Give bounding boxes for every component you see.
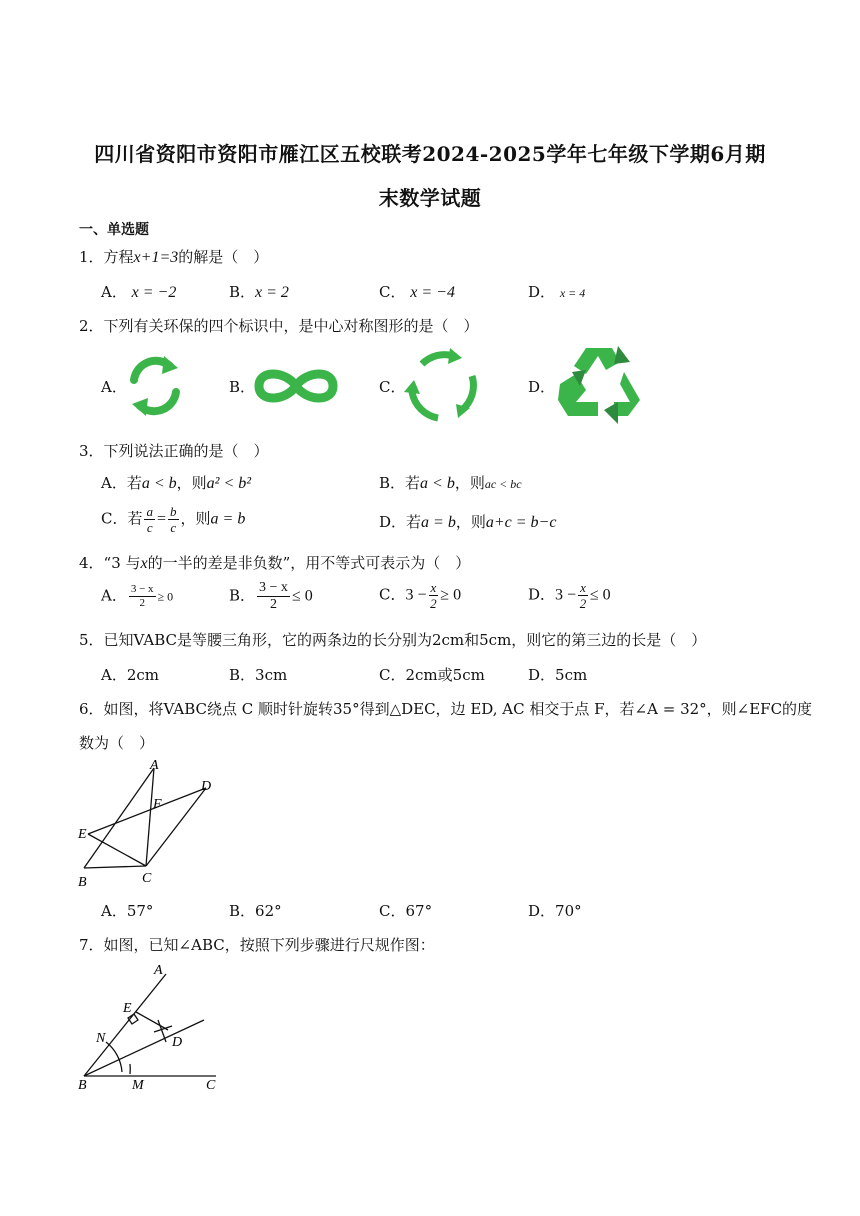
q4-d-num: x — [580, 580, 586, 595]
q3-c-fraction-right — [168, 505, 179, 534]
q3-b-then: ，则 — [454, 474, 485, 492]
q3-d-conclusion: a+c = b−c — [485, 514, 557, 531]
q2-option-c-letter: C． — [379, 378, 406, 396]
q1-option-c-letter: C． — [379, 283, 406, 301]
q7-label-d: D — [172, 1035, 183, 1050]
q6-option-b: B．62° — [229, 902, 282, 920]
q6-option-a: A．57° — [101, 902, 154, 920]
q4-option-d — [528, 581, 611, 610]
q3-option-b — [379, 472, 522, 493]
question-3-stem: 3．下列说法正确的是（ ） — [79, 442, 269, 460]
q4-a-letter: A． — [101, 586, 127, 605]
q3-a-prefix: A．若 — [101, 474, 142, 492]
recycle-triangle-icon — [556, 344, 644, 426]
q4-stem-suffix: 的一半的差是非负数”，用不等式可表示为（ ） — [147, 554, 471, 572]
infinity-loop-icon — [251, 363, 341, 409]
q3-d-condition: a = b — [421, 514, 456, 531]
q3-a-condition: a < b — [141, 475, 177, 492]
q3-c-prefix: C．若 — [101, 509, 143, 528]
q6-rotation-figure — [74, 756, 224, 890]
q3-option-c — [101, 505, 245, 534]
q4-c-den: 2 — [430, 596, 437, 611]
q4-c-letter: C． — [379, 585, 406, 604]
question-6-stem-line1: 6．如图，将VABC绕点 C 顺时针旋转35°得到△DEC，边 ED, AC 相交于点 F，若∠A = 32°，则∠EFC的度 — [79, 700, 813, 718]
q1-option-c-value: x = −4 — [410, 284, 455, 301]
q4-b-den: 2 — [269, 597, 277, 612]
q7-label-m: M — [132, 1078, 144, 1092]
q3-c-conclusion: a = b — [210, 510, 246, 528]
q1-option-d-letter: D． — [528, 283, 556, 301]
q4-option-a — [101, 584, 173, 609]
q4-b-num: 3 − x — [259, 580, 288, 595]
q5-option-c: C．2cm或5cm — [379, 666, 485, 684]
q3-b-condition: a < b — [420, 475, 455, 492]
q1-option-b — [229, 281, 289, 302]
q3-c-den2: c — [170, 520, 177, 535]
q3-a-conclusion: a² < b² — [206, 475, 252, 492]
q4-d-fraction — [578, 581, 588, 610]
question-5-stem: 5．已知VABC是等腰三角形，它的两条边的长分别为2cm和5cm，则它的第三边的长是（ ） — [79, 631, 707, 649]
q3-d-then: ，则 — [455, 513, 486, 531]
q5-option-a: A．2cm — [101, 666, 160, 684]
q7-label-a: A — [154, 963, 163, 978]
q3-c-then: ，则 — [180, 509, 211, 528]
q3-b-conclusion: ac < bc — [484, 477, 522, 491]
q6-label-e: E — [78, 827, 87, 842]
question-7-stem: 7．如图，已知∠ABC，按照下列步骤进行尺规作图： — [79, 936, 435, 954]
q4-b-relation: ≤ 0 — [291, 587, 313, 605]
question-4-stem — [79, 552, 470, 573]
exam-title-line1: 四川省资阳市资阳市雁江区五校联考2024-2025学年七年级下学期6月期 — [94, 142, 766, 166]
q4-b-letter: B． — [229, 586, 256, 605]
q4-d-prefix: 3 − — [555, 586, 577, 604]
q7-label-b: B — [78, 1078, 87, 1092]
q1-option-b-value: x = 2 — [255, 284, 289, 301]
q1-option-a-letter: A． — [101, 283, 127, 301]
q5-option-b: B．3cm — [229, 666, 288, 684]
q4-a-num: 3 − x — [130, 583, 154, 595]
q6-label-b: B — [78, 875, 87, 890]
q4-a-relation: ≥ 0 — [157, 589, 174, 604]
q4-option-c — [379, 581, 461, 610]
question-2-stem: 2．下列有关环保的四个标识中，是中心对称图形的是（ ） — [79, 317, 479, 335]
q6-label-d: D — [201, 779, 212, 794]
q1-option-b-letter: B． — [229, 283, 256, 301]
q4-c-relation: ≥ 0 — [440, 586, 462, 604]
q1-option-d — [528, 281, 585, 302]
q2-option-b-letter: B． — [229, 378, 256, 396]
section-heading: 一、单选题 — [79, 222, 149, 238]
q4-a-den: 2 — [139, 597, 145, 609]
exam-title-line2: 末数学试题 — [378, 186, 482, 210]
q2-option-a-letter: A． — [101, 378, 127, 396]
q1-stem-suffix: 的解是（ ） — [178, 248, 269, 266]
q4-d-relation: ≤ 0 — [589, 586, 611, 604]
q3-d-prefix: D．若 — [379, 513, 422, 531]
q6-label-a: A — [150, 758, 159, 773]
q2-option-d-letter: D． — [528, 378, 556, 396]
q3-c-equals: = — [156, 510, 167, 528]
q1-option-d-value: x = 4 — [559, 286, 586, 300]
q1-stem-prefix: 1．方程 — [79, 248, 134, 266]
q5-option-d: D．5cm — [528, 666, 588, 684]
q7-label-c: C — [206, 1078, 216, 1092]
q6-option-d: D．70° — [528, 902, 582, 920]
q6-label-c: C — [142, 871, 152, 886]
q4-d-den: 2 — [579, 596, 587, 611]
q1-option-a — [101, 281, 176, 302]
q1-equation: x+1=3 — [133, 249, 179, 266]
question-1-stem — [79, 246, 268, 267]
circular-arrows-icon — [402, 346, 484, 426]
q7-label-n: N — [96, 1031, 106, 1046]
q3-c-num1: a — [146, 504, 153, 519]
q4-c-num: x — [430, 580, 437, 595]
q3-c-fraction-left — [144, 505, 155, 534]
q3-c-den1: c — [146, 520, 153, 535]
recycle-arrows-icon — [120, 352, 190, 420]
q1-option-a-value: x = −2 — [131, 284, 177, 301]
q3-a-then: ，则 — [176, 474, 207, 492]
q3-option-a — [101, 472, 251, 493]
q3-option-d — [379, 511, 556, 532]
q4-a-fraction — [129, 584, 156, 609]
q3-c-num2: b — [170, 504, 177, 519]
q4-b-fraction — [257, 581, 290, 612]
q4-option-b — [229, 581, 313, 612]
q6-label-f: F — [153, 797, 162, 812]
q4-stem-prefix: 4．“3 与 — [79, 554, 141, 572]
q7-construction-figure — [74, 960, 224, 1092]
q4-d-letter: D． — [528, 585, 556, 604]
q6-option-c: C．67° — [379, 902, 433, 920]
q4-c-fraction — [429, 581, 439, 610]
question-6-stem-line2: 数为（ ） — [79, 734, 155, 752]
q4-c-prefix: 3 − — [405, 586, 427, 604]
q4-variable: x — [140, 555, 148, 572]
q3-b-prefix: B．若 — [379, 474, 421, 492]
q1-option-c — [379, 281, 455, 302]
q7-label-e: E — [123, 1001, 132, 1016]
